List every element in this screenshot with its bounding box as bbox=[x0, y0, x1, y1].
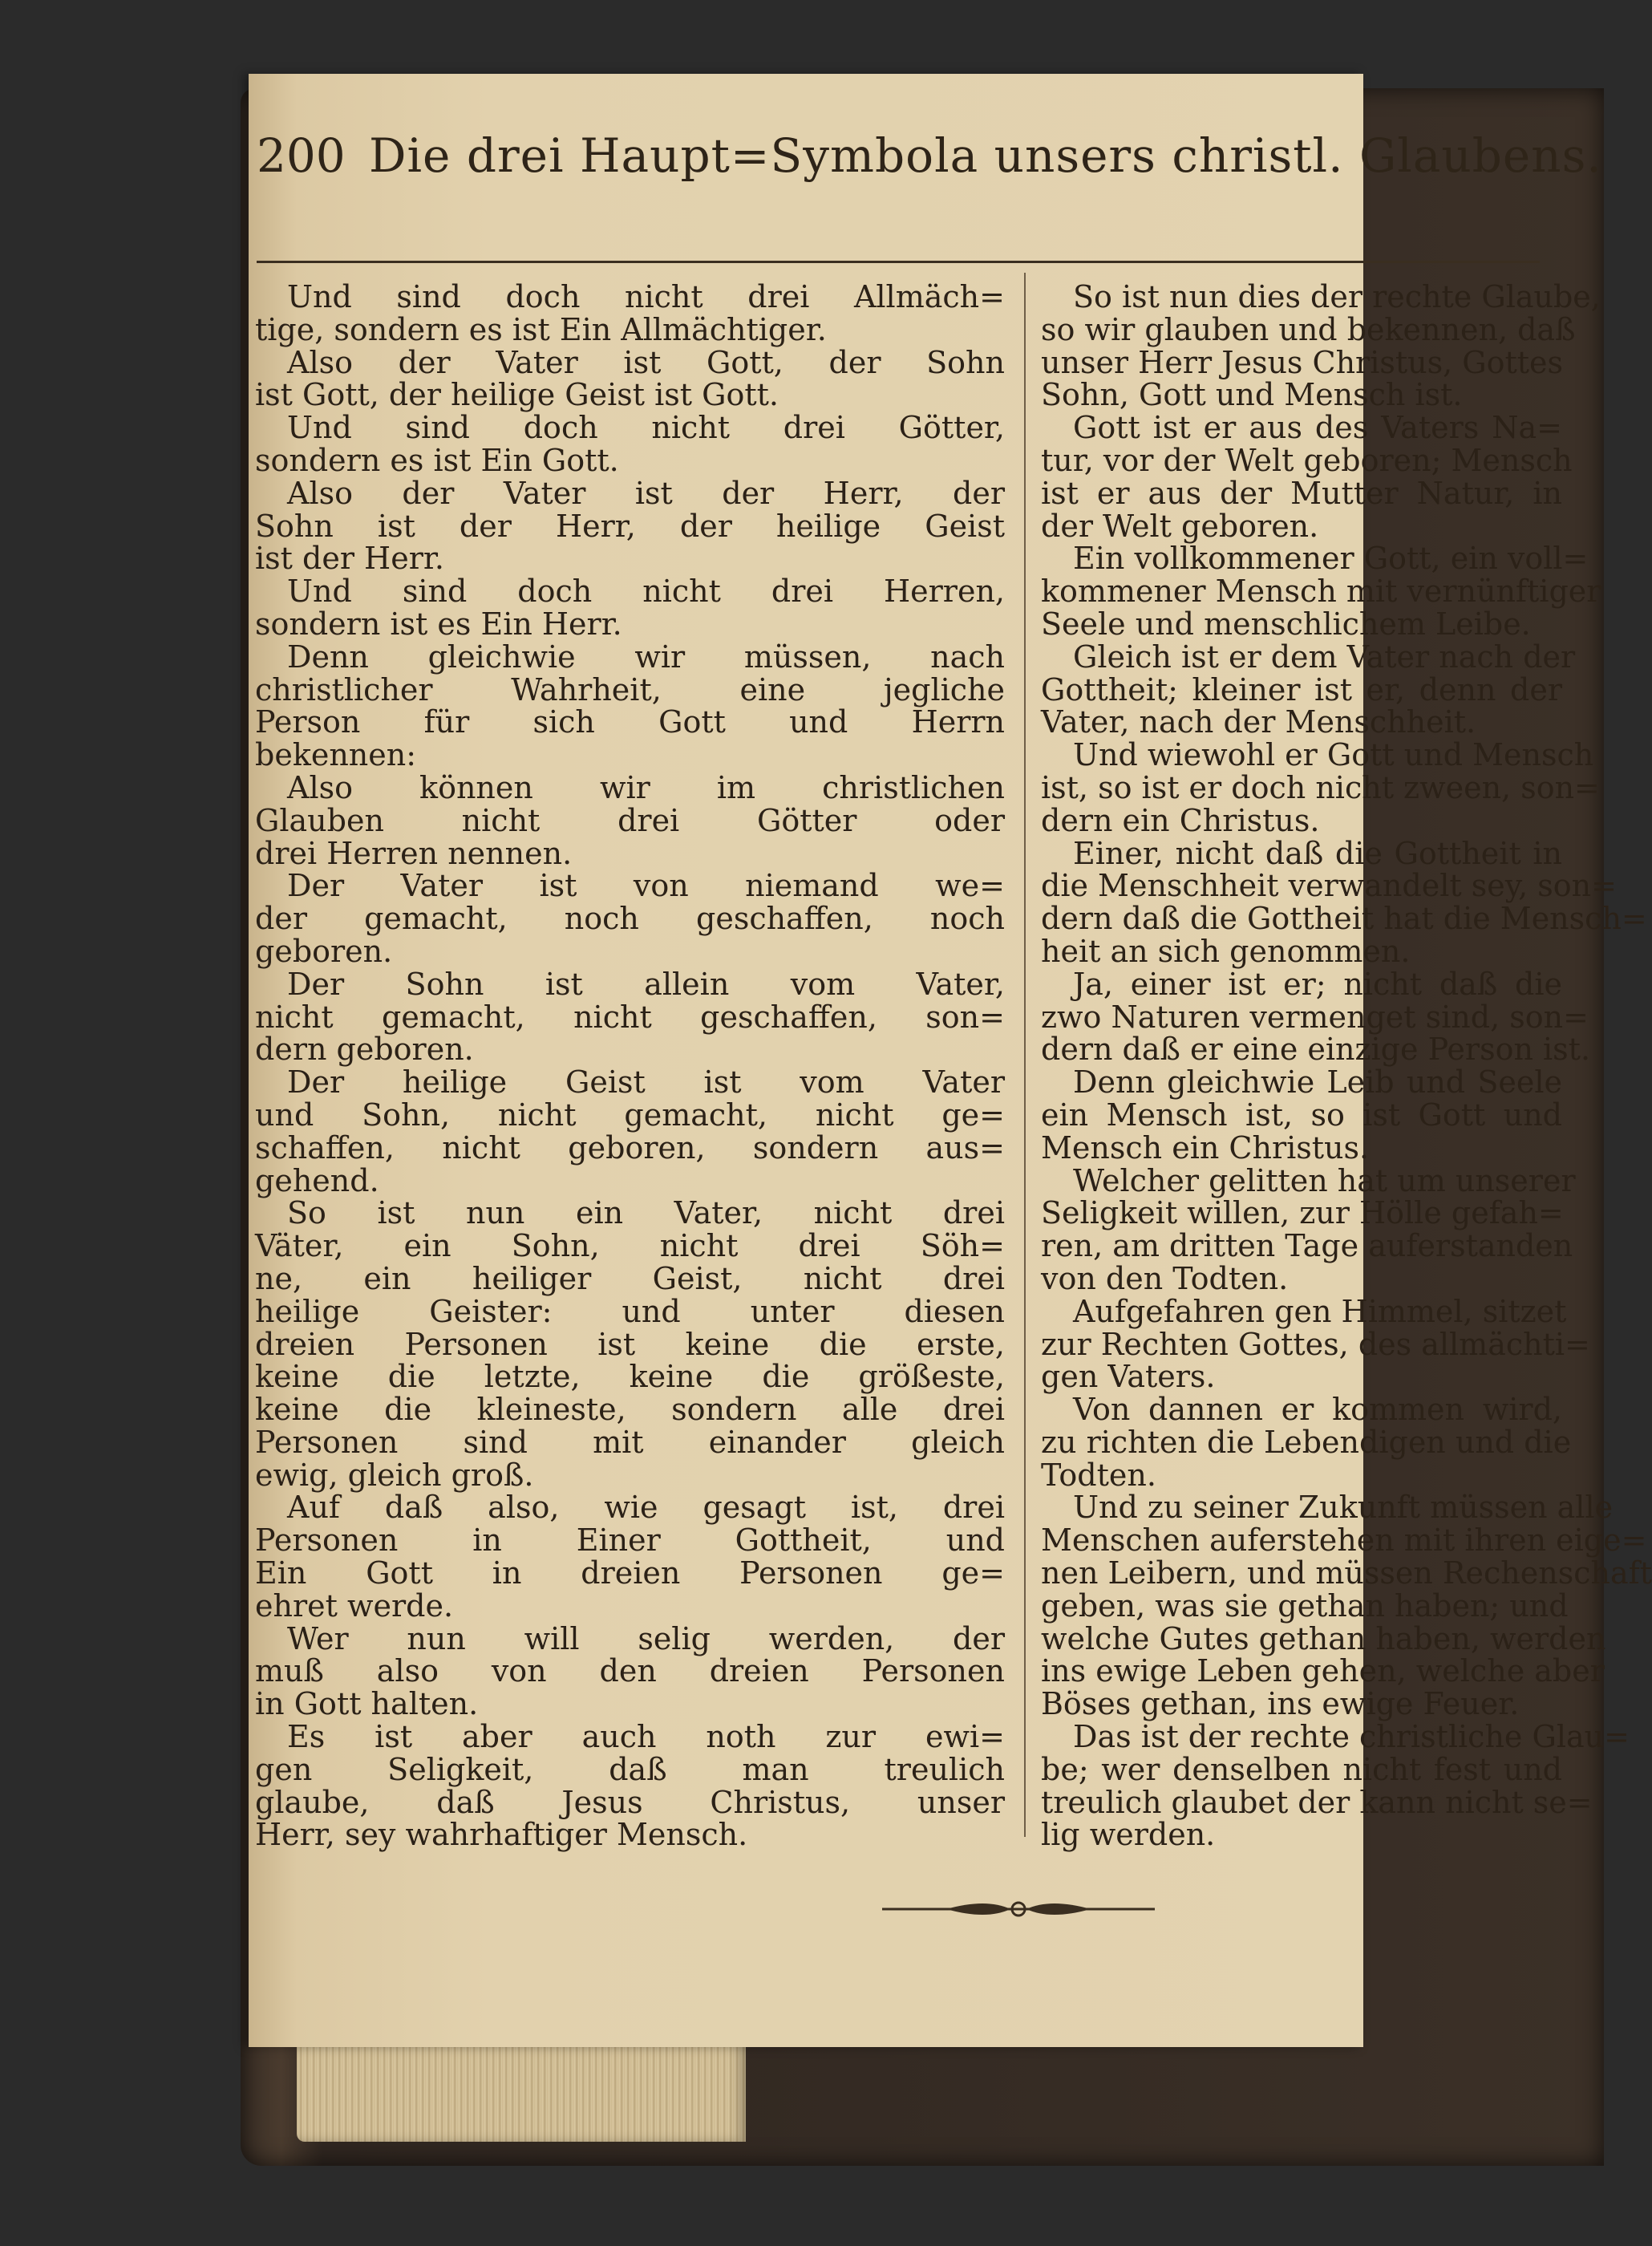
left-column-line: Es ist aber auch noth zur ewi= bbox=[287, 1719, 1005, 1755]
right-column-line: Böses gethan, ins ewige Feuer. bbox=[1041, 1686, 1520, 1722]
right-column-line: Menschen auferstehen mit ihren eige= bbox=[1041, 1522, 1647, 1559]
right-column-line: ist, so ist er doch nicht zween, son= bbox=[1041, 769, 1600, 805]
right-column-line: Ein vollkommener Gott, ein voll= bbox=[1073, 541, 1589, 577]
right-column-line: ren, am dritten Tage auferstanden bbox=[1041, 1228, 1573, 1264]
right-column-line: Denn gleichwie Leib und Seele bbox=[1073, 1064, 1562, 1101]
left-column-line: Glauben nicht drei Götter oder bbox=[255, 802, 1005, 838]
left-column-line: sondern es ist Ein Gott. bbox=[255, 442, 619, 478]
left-column-line: sondern ist es Ein Herr. bbox=[255, 606, 622, 642]
left-column-line: ewig, gleich groß. bbox=[255, 1457, 534, 1493]
right-column-line: zwo Naturen vermenget sind, son= bbox=[1041, 999, 1589, 1035]
left-column-line: schaffen, nicht geboren, sondern aus= bbox=[255, 1129, 1005, 1166]
left-column-line: glaube, daß Jesus Christus, unser bbox=[255, 1784, 1005, 1820]
left-column-line: Und sind doch nicht drei Herren, bbox=[287, 574, 1005, 610]
right-column-line: Vater, nach der Menschheit. bbox=[1041, 704, 1476, 740]
right-column-line: dern daß die Gottheit hat die Mensch= bbox=[1041, 901, 1647, 937]
right-column-line: der Welt geboren. bbox=[1041, 508, 1319, 544]
left-column-line: Herr, sey wahrhaftiger Mensch. bbox=[255, 1817, 748, 1853]
header-rule bbox=[257, 261, 1540, 263]
left-column-line: heilige Geister: und unter diesen bbox=[255, 1293, 1005, 1329]
right-column-line: tur, vor der Welt geboren; Mensch bbox=[1041, 442, 1573, 478]
left-column-line: ehret werde. bbox=[255, 1587, 454, 1624]
right-column-line: ist er aus der Mutter Natur, in bbox=[1041, 475, 1562, 511]
right-column-line: Welcher gelitten hat um unserer bbox=[1073, 1162, 1576, 1198]
right-column-line: Seele und menschlichem Leibe. bbox=[1041, 606, 1531, 642]
left-column-line: Ein Gott in dreien Personen ge= bbox=[255, 1555, 1005, 1591]
left-column-line: christlicher Wahrheit, eine jegliche bbox=[255, 671, 1005, 707]
left-column-line: Also können wir im christlichen bbox=[287, 769, 1005, 805]
right-column-line: dern ein Christus. bbox=[1041, 802, 1320, 838]
right-column-line: Gleich ist er dem Vater nach der bbox=[1073, 639, 1576, 675]
left-column-line: und Sohn, nicht gemacht, nicht ge= bbox=[255, 1097, 1005, 1133]
left-column-line: drei Herren nennen. bbox=[255, 835, 573, 871]
left-column-line: Väter, ein Sohn, nicht drei Söh= bbox=[255, 1228, 1005, 1264]
right-column-line: welche Gutes gethan haben, werden bbox=[1041, 1620, 1606, 1656]
right-column-line: nen Leibern, und müssen Rechenschaft bbox=[1041, 1555, 1652, 1591]
right-column-line: von den Todten. bbox=[1041, 1260, 1289, 1296]
right-column-line: die Menschheit verwandelt sey, son= bbox=[1041, 868, 1617, 904]
right-column-line: Sohn, Gott und Mensch ist. bbox=[1041, 377, 1463, 413]
left-column-line: So ist nun ein Vater, nicht drei bbox=[287, 1195, 1005, 1231]
left-column-line: in Gott halten. bbox=[255, 1686, 479, 1722]
left-column-line: Denn gleichwie wir müssen, nach bbox=[287, 639, 1005, 675]
page-number: 200 bbox=[257, 128, 346, 183]
left-column-line: dreien Personen ist keine die erste, bbox=[255, 1326, 1005, 1362]
left-column-line: tige, sondern es ist Ein Allmächtiger. bbox=[255, 311, 827, 347]
left-column-line: Also der Vater ist Gott, der Sohn bbox=[287, 344, 1005, 380]
left-column-line: gehend. bbox=[255, 1162, 379, 1198]
left-column-line: Personen in Einer Gottheit, und bbox=[255, 1522, 1005, 1559]
right-column-line: gen Vaters. bbox=[1041, 1359, 1216, 1395]
right-column-line: be; wer denselben nicht fest und bbox=[1041, 1751, 1562, 1787]
left-column-line: Der Sohn ist allein vom Vater, bbox=[287, 966, 1005, 1002]
right-column-line: kommener Mensch mit vernünftiger bbox=[1041, 574, 1601, 610]
right-column-line: ein Mensch ist, so ist Gott und bbox=[1041, 1097, 1562, 1133]
right-column-line: zu richten die Lebendigen und die bbox=[1041, 1424, 1572, 1460]
left-column-line: Wer nun will selig werden, der bbox=[287, 1620, 1005, 1656]
running-title: Die drei Haupt=Symbola unsers christl. Glaubens. bbox=[369, 128, 1602, 183]
right-column-line: So ist nun dies der rechte Glaube, bbox=[1073, 279, 1601, 314]
right-column-line: Aufgefahren gen Himmel, sitzet bbox=[1073, 1293, 1567, 1329]
left-column-line: Der Vater ist von niemand we= bbox=[287, 868, 1005, 904]
left-column-line: Und sind doch nicht drei Götter, bbox=[287, 410, 1005, 446]
right-column bbox=[1041, 279, 1652, 1853]
left-column-line: muß also von den dreien Personen bbox=[255, 1653, 1005, 1689]
left-column-line: keine die kleineste, sondern alle drei bbox=[255, 1392, 1005, 1428]
left-column-line: Personen sind mit einander gleich bbox=[255, 1424, 1005, 1460]
right-column-line: Und zu seiner Zukunft müssen alle bbox=[1073, 1490, 1614, 1526]
right-column-line: treulich glaubet der kann nicht se= bbox=[1041, 1784, 1593, 1820]
left-column-line: dern geboren. bbox=[255, 1032, 474, 1068]
right-column-line: zur Rechten Gottes, des allmächti= bbox=[1041, 1326, 1590, 1362]
left-column-line: ne, ein heiliger Geist, nicht drei bbox=[255, 1260, 1005, 1296]
left-column-line: geboren. bbox=[255, 933, 393, 969]
right-column-line: Das ist der rechte christliche Glau= bbox=[1073, 1719, 1630, 1755]
right-column-line: Und wiewohl er Gott und Mensch bbox=[1073, 737, 1594, 773]
right-column-line: Einer, nicht daß die Gottheit in bbox=[1073, 835, 1562, 871]
left-column-line: bekennen: bbox=[255, 737, 417, 773]
column-divider bbox=[1024, 273, 1026, 1837]
right-column-line: Todten. bbox=[1041, 1457, 1156, 1493]
left-column-line: Auf daß also, wie gesagt ist, drei bbox=[287, 1490, 1005, 1526]
left-column-line: Also der Vater ist der Herr, der bbox=[287, 475, 1005, 511]
right-column-line: geben, was sie gethan haben; und bbox=[1041, 1587, 1569, 1624]
left-column-line: Der heilige Geist ist vom Vater bbox=[287, 1064, 1005, 1101]
right-column-line: Von dannen er kommen wird, bbox=[1073, 1392, 1562, 1428]
right-column-line: lig werden. bbox=[1041, 1817, 1216, 1853]
left-column-line: nicht gemacht, nicht geschaffen, son= bbox=[255, 999, 1005, 1035]
left-column-line: Person für sich Gott und Herrn bbox=[255, 704, 1005, 740]
right-column-line: Gottheit; kleiner ist er, denn der bbox=[1041, 671, 1562, 707]
left-column-line: Sohn ist der Herr, der heilige Geist bbox=[255, 508, 1005, 544]
right-column-line: unser Herr Jesus Christus, Gottes bbox=[1041, 344, 1564, 380]
right-column-line: Ja, einer ist er; nicht daß die bbox=[1073, 966, 1562, 1002]
left-column-line: Und sind doch nicht drei Allmäch= bbox=[287, 279, 1005, 314]
ornament-divider bbox=[882, 1893, 1155, 1925]
right-column-line: Seligkeit willen, zur Hölle gefah= bbox=[1041, 1195, 1564, 1231]
left-column-line: gen Seligkeit, daß man treulich bbox=[255, 1751, 1005, 1787]
right-column-line: Mensch ein Christus. bbox=[1041, 1129, 1370, 1166]
left-column-line: ist der Herr. bbox=[255, 541, 444, 577]
left-column-line: der gemacht, noch geschaffen, noch bbox=[255, 901, 1005, 937]
right-column-line: ins ewige Leben gehen, welche aber bbox=[1041, 1653, 1605, 1689]
right-column-line: dern daß er eine einzige Person ist. bbox=[1041, 1032, 1591, 1068]
page-header bbox=[257, 120, 1602, 201]
left-column-line: keine die letzte, keine die größeste, bbox=[255, 1359, 1005, 1395]
right-column-line: Gott ist er aus des Vaters Na= bbox=[1073, 410, 1562, 446]
right-column-line: so wir glauben und bekennen, daß bbox=[1041, 311, 1576, 347]
left-column bbox=[255, 281, 1005, 1851]
right-column-line: heit an sich genommen. bbox=[1041, 933, 1411, 969]
left-column-line: ist Gott, der heilige Geist ist Gott. bbox=[255, 377, 779, 413]
